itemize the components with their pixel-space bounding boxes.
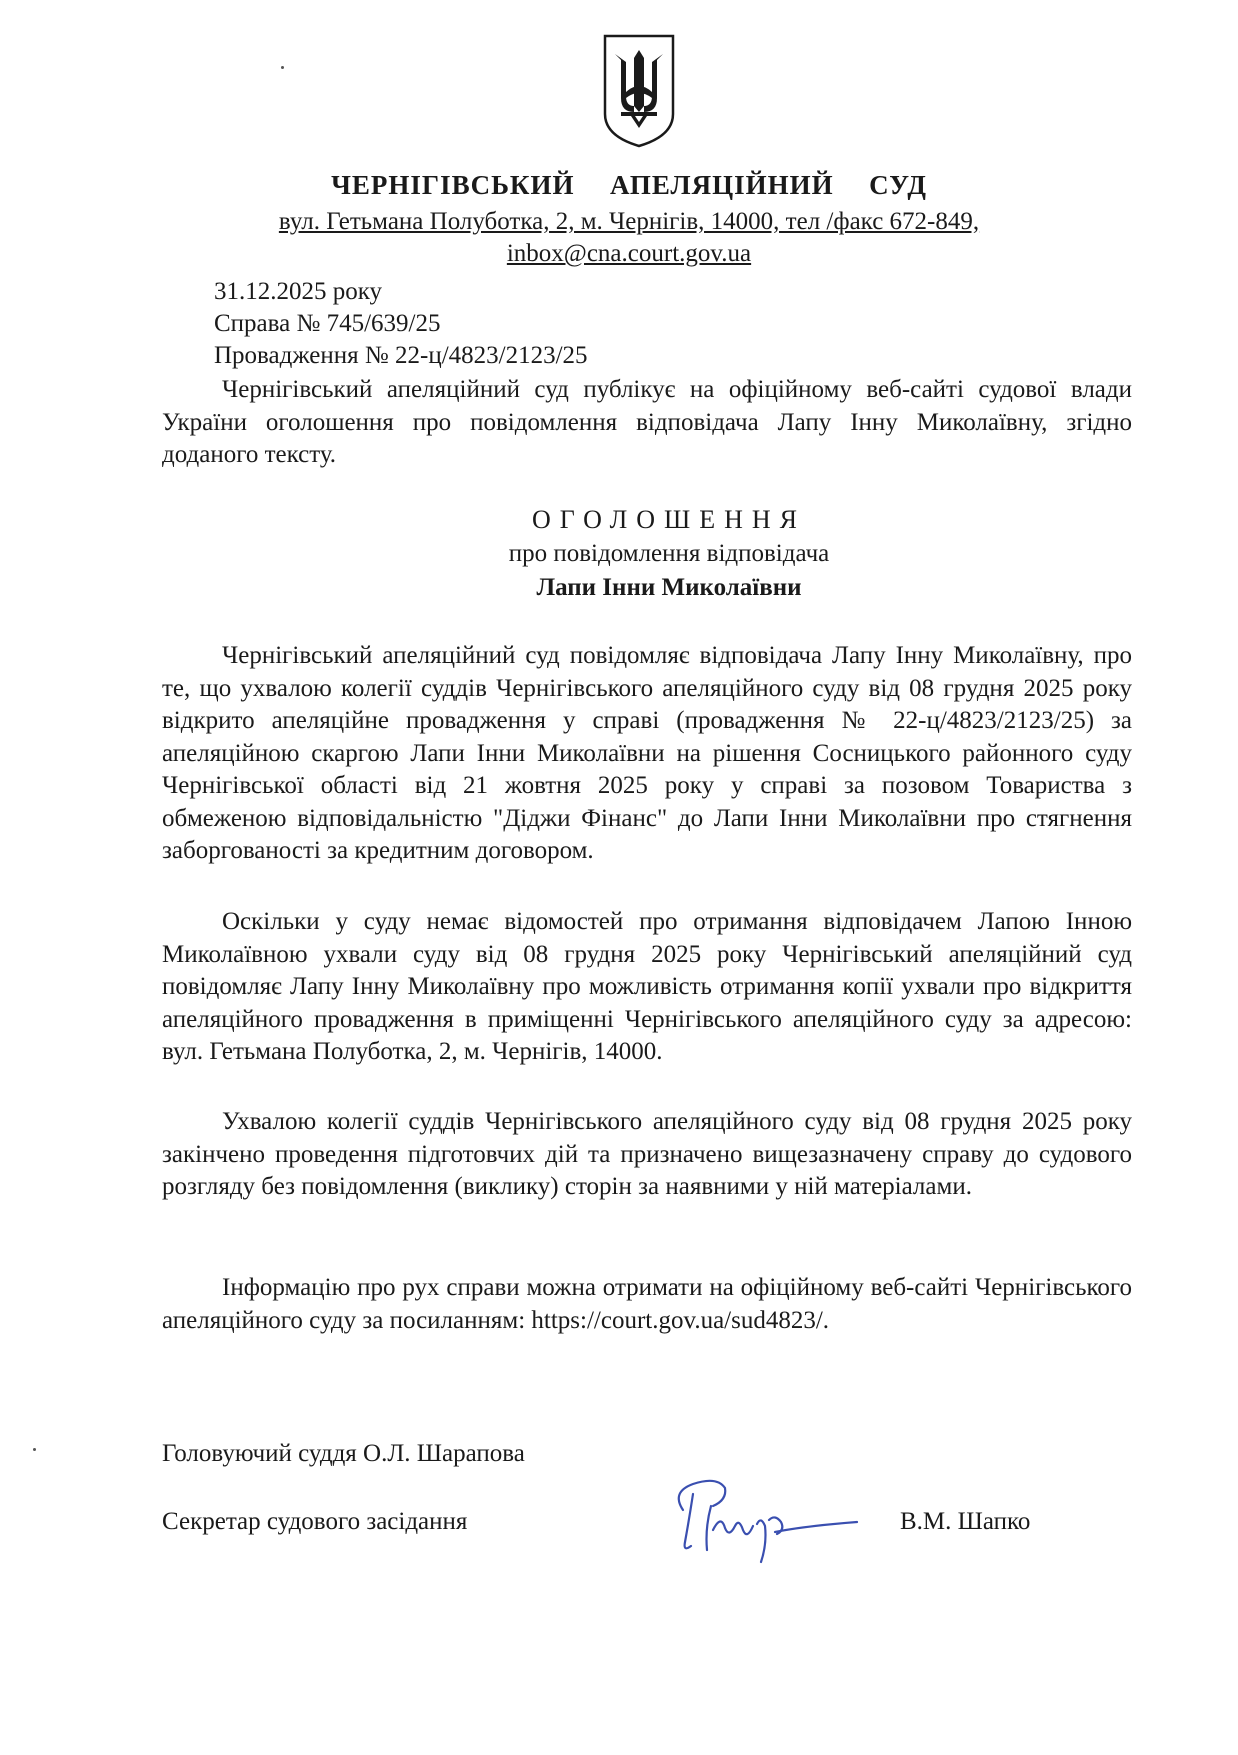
case-number: Справа № 745/639/25 — [214, 310, 441, 337]
body-paragraph-3: Ухвалою колегії суддів Чернігівського апеляційного суду від 08 грудня 2025 року закінчено проведення підготовчих дій та призначено вищезазначену справу до судового розгляду без повідомлення (виклику) сторін за наявними у ній матеріалами. — [162, 1108, 1132, 1200]
proceeding-number: Провадження № 22-ц/4823/2123/25 — [214, 342, 588, 369]
scan-speck — [281, 66, 284, 69]
judge-signature-line: Головуючий суддя О.Л. Шарапова — [162, 1440, 525, 1467]
document-date: 31.12.2025 року — [214, 278, 383, 305]
trident-emblem-icon — [601, 32, 677, 150]
secretary-name: В.М. Шапко — [900, 1508, 1031, 1535]
announcement-name: Лапи Інни Миколаївни — [536, 574, 802, 601]
court-email: inbox@cna.court.gov.ua — [506, 240, 752, 267]
secretary-label: Секретар судового засідання — [162, 1508, 468, 1535]
announcement-subtitle: про повідомлення відповідача — [508, 540, 830, 567]
handwritten-signature-icon — [665, 1470, 865, 1570]
body-paragraph-2: Оскільки у суду немає відомостей про отримання відповідачем Лапою Інною Миколаївною ухвали суду від 08 грудня 2025 року Чернігівський апеляційний суд повідомляє Лапу Інну Миколаївну про можливість отримання копії ухвали про відкриття апеляційного провадження в приміщенні Чернігівського апеляційного суду за адресою: вул. Гетьмана Полуботка, 2, м. Чернігів, 14000. — [162, 908, 1132, 1065]
intro-paragraph: Чернігівський апеляційний суд публікує на офіційному веб-сайті судової влади України оголошення про повідомлення відповідача Лапу Інну Миколаївну, згідно доданого тексту. — [162, 376, 1132, 468]
announcement-title: ОГОЛОШЕННЯ — [531, 505, 807, 534]
body-paragraph-1: Чернігівський апеляційний суд повідомляє відповідача Лапу Інну Миколаївну, про те, що ухвалою колегії суддів Чернігівського апеляційного суду від 08 грудня 2025 року відкрито апеляційне провадження у справі (провадження № 22-ц/4823/2123/25) за апеляційною скаргою Лапи Інни Миколаївни на рішення Сосницького районного суду Чернігівської області від 21 жовтня 2025 року у справі за позовом Товариства з обмеженою відповідальністю "Діджи Фінанс" до Лапи Інни Миколаївни про стягнення заборгованості за кредитним договором. — [162, 642, 1132, 864]
court-name: ЧЕРНІГІВСЬКИЙ АПЕЛЯЦІЙНИЙ СУД — [331, 170, 927, 200]
court-address: вул. Гетьмана Полуботка, 2, м. Чернігів, 14000, тел /факс 672-849, — [278, 208, 980, 235]
scan-speck — [33, 1448, 36, 1451]
body-paragraph-4: Інформацію про рух справи можна отримати на офіційному веб-сайті Чернігівського апеляційного суду за посиланням: https://court.gov.ua/sud4823/. — [162, 1274, 1132, 1334]
